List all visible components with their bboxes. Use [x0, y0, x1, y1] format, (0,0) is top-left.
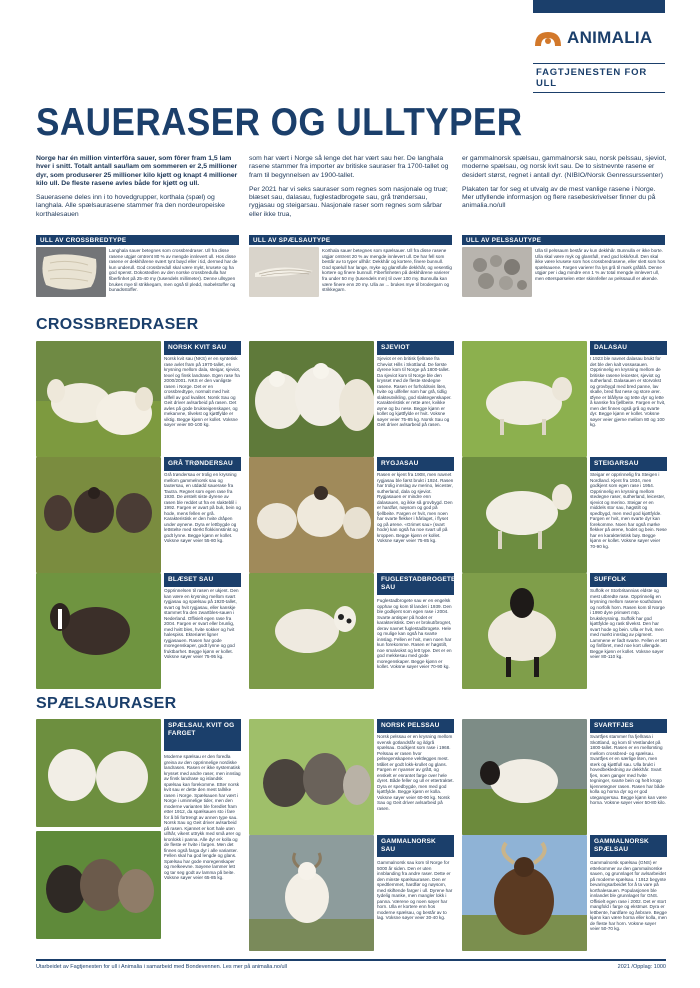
breed-card	[36, 719, 241, 939]
intro-col-2	[249, 155, 454, 225]
breed-photo	[36, 719, 161, 827]
intro-text: er gammalnorsk spælsau, gammalnorsk sau, norsk pelssau, sjeviot, moderne spælsau, og norsk kvit sau. De to sistnevnte rasene er desidert størst, regnet i antall dyr. (NIBIO/Norsk Genressurssenter)	[462, 155, 667, 179]
breed-name: NORSK PELSSAU	[377, 719, 454, 733]
breed-name: DALASAU	[590, 341, 667, 355]
breed-name: SJEVIOT	[377, 341, 454, 355]
breed-card	[462, 719, 667, 835]
wool-type-label: ULL AV PELSSAUTYPE	[462, 235, 665, 245]
footer-credit[interactable]: Utarbeidet av Fagtjenesten for ull i Animalia i samarbeid med Bondevennen. Les mer på animalia.no/ull	[36, 964, 288, 970]
wool-sample-image	[249, 247, 319, 297]
breed-photo	[249, 457, 374, 573]
breed-description: Gammalnorsk spælsau (GNS) er etterkommer av den gammalnorske sauen, og grunnlaget for avlsarbeidet på moderne spælsau. I 1912 begynte bevaringsarbeidet for å ta vare på korthalesauen. Populasjonen ble innlandet ble grunnlaget for GNS. Offisielt egen rase i 2002. Det er stort mangfold i farge og ekstmør. Dyra er lettbente, hardføre og ånbrare. Begge kjønn kan være horna eller kolla, men de fleste har horn. Voksne søyer veier 50-70 kg.	[590, 860, 667, 931]
breed-card	[249, 457, 454, 573]
breed-photo	[36, 831, 161, 939]
breed-photo	[249, 719, 374, 835]
breed-name: SVARTFJES	[590, 719, 667, 733]
wool-sample-image	[462, 247, 532, 297]
breed-card	[249, 719, 454, 835]
wool-type-spael	[249, 235, 452, 299]
breed-card	[36, 457, 241, 573]
wool-type-text: Langhala sauer betegnes som crossbredraser. Ull fra disse rasene utgjør omtrent 80 % av mengde innlevert ull. Hos disse rasene er dekkhårene svært tynt bøyd eller i tid, dermed har de kun underull. God crossbredull skal være mykt, krusete og ha god spenst. Dokostedlen av den norske crossbredulla har fiberfinhet på 25-40 my (tusendels millimeter). Denne ullsypen brukes mye til strikkegarn, men også til pledd, møbelstoffer og bunadsstoffer.	[109, 248, 238, 293]
wool-type-label: ULL AV SPÆLSAUTYPE	[249, 235, 452, 245]
wool-type-text: Ulla til pelssaum består av kun dekkhår. Bunnulla er ikke borte. Ulla skal være myk og glansfull, med god lokk/krull. Den skal ikke være krusete som hos crossbredrasene, eller slett som hos spælsauene. Fargen varierer fra lys grå til mørk gråblå. Denne utgjør per i dag mindre enn 1 % av total mengde innlevert ull, men etterspørselen etter skinnfeller av pelssauull er økende.	[535, 248, 665, 281]
breed-name: GRÅ TRØNDERSAU	[164, 457, 241, 471]
wool-type-text: Korthala sauer betegnes som spælsauer. Ull fra disse rasene utgjør omtrent 20 % av mengde innlevert ull. De har fell som består av to typer ullhår: Dekkhår og kortere, finere bunnull. God spælull har lange, myke og glansfulle dekkhår, og vesentlig kortere og finere bunnull. Fiberfinheten på dekkhårene varierer fra under 50 my (tusendels mm) til over 100 my. Bunnulla kan være finere enn 20 my. Ulla av ... brukes mye til brodergarn og strikkegarn.	[322, 248, 452, 293]
breed-photo	[249, 573, 374, 689]
breed-description: Sjeviot er en britisk fjellrase fra Cheviot Hills i Skottland. De første dyrene kom til Norge på 1800-tallet. Da sjeviot kom til Norge ble den krysset med de fleste stedegne rasene. Rasen er forholdsvis liten, hvite og ullfeller som har grå, tidlig slakteutvikling, god slaktegenskaper. Karakteristisk er rette ører, kvikke øyne og bu nese. Begge kjønn er kollet og kjøttfylde er hvit. Voksne søyer veier 75-85 kg. Norsk Sau og Geit driver avlsarbeid på rasen.	[377, 356, 452, 427]
breed-description: Svartfjes stammer fra fjellrasa i Skottland, og kom til Vestlandet på 1800-tallet. Rasen er en mellomting mellom crossbred- og spælsau. Svartfjes er en særlige liten, men sterk og kjøttfull sau. Ulla brukt i hovedbekledning av dekkhår. Svart fjes, noen ganger med hvite tegninger, svarte bein og helt kropp kjennetegner rasen. Rasen har både kolla og horna dyr og er god utegangersau. Begge kjønn kan være horna. Voksne søyer veier 50-80 kilo.	[590, 734, 667, 805]
wool-sample-image	[36, 247, 106, 297]
breed-photo	[249, 341, 374, 457]
top-accent-bar	[533, 0, 665, 13]
intro-text: som har vært i Norge så lenge det har vært sau her. De langhala rasene stammer fra importer av britiske sauraser fra 1700-tallet og fram til begynnelsen av 1900-tallet.	[249, 155, 449, 179]
intro-text: Plakaten tar for seg et utvalg av de mest vanlige rasene i Norge. Mer utfyllende informasjon og flere rasebeskrivelser finner du på animalia.no/ull	[462, 185, 656, 210]
breed-name: SPÆLSAU, KVIT OG FARGET	[164, 719, 241, 751]
breed-photo	[36, 341, 161, 457]
breed-description: Norsk kvit sau (NKS) er en syntetisk rase avlet fram på 1970-tallet, en krysning mellom dala, steigar, sjeviot, texel og finsk landrase. Egen rase fra 2000/2001. NKS er den vanligste rasen i Norge. Det er en crossbredtype, normalt med hvit ullfell av god kvalitet. Norsk Sau og Geit driver avlsarbeid på rasen. Det avles på gode brukseigenskaper, og mekanvne, tilvekst og kjøttfylde er viktig. Begge kjønn er kollet. Voksne søyer veier 80-100 kg.	[164, 356, 241, 427]
intro-col-3	[462, 155, 667, 217]
breed-card	[249, 341, 454, 457]
breed-description: Moderne spælsau er den foredla greina av den opprinnelige nordiske landrasen. Rasen er ikke systematisk krysset med andre raser, men innslag av finsk landrase og islandsk spælsau kan forekomme. Etter norsk kvit sau er dette den mest tallrike rasen i Norge. Spælsauen har vært i Norge i uminnelige tider, men den moderne varianten ble foredlet fram etter 1912, da spælsauen sto i fare for å bli fortrengt av annen type sau. Norsk Sau og Geit driver avlsarbeid på rasen. Kjønnet er kort hale uten ullhår, vikent uttrykk med små ører og kronlokk i panna. Alle dyr er kolla og de fleste er hvite i fargen. Men det finnes også farga dyr i alle varianter. Fellen skal ha god lengde og glans. Spælsau har gode moregenskaper og melkeevne. Søyene lammer lett og tar seg godt av lamma på beite. Voksne søyer veier 65-85 kg.	[164, 754, 241, 880]
breed-card	[36, 573, 241, 689]
footer-divider	[36, 959, 666, 961]
section-spael-heading: SPÆLSAURASER	[36, 695, 177, 712]
breed-name: GAMMALNORSK SAU	[377, 835, 454, 857]
intro-col-1	[36, 155, 241, 225]
breed-card	[249, 573, 454, 689]
breed-description: Opprinnelsen til rasen er ukjent. Den kan være en krysning mellom svart rygjasau og spælsau på 1920-tallet, svart og hvit rygjasau, eller kanskje stammet fra den zwartbles-sauen i Nederland. Offisielt egen rase fra 2004. Fargen er svart eller brunlig, med hvitt bles, hvite sokker og hvit halespiss. Ekteriøret ligner rygjasauen. Rasen har gode moregenskaper, godt lynne og god fruktbarhet. Begge kjønn er kollet. Voksne søyer veier 75-95 kg.	[164, 588, 239, 659]
intro-text: Sauerasene deles inn i to hovedgrupper, korthala (spæl) og langhala. Alle spælsaurasene stammer fra den nordeuropeiske korthalesauen	[36, 194, 225, 218]
breed-card	[249, 835, 454, 951]
breed-photo	[462, 457, 587, 573]
intro-text: Per 2021 har vi seks sauraser som regnes som nasjonale og truø; blæset sau, dalasau, fuglestadbrogete sau, grå trøndersau, rygjasau og steigarsau. Nasjonale raser som regnes som sårbar eller ikke trua,	[249, 185, 448, 218]
breed-name: NORSK KVIT SAU	[164, 341, 241, 355]
breed-name: RYGJASAU	[377, 457, 454, 471]
breed-photo	[249, 835, 374, 951]
breed-description: Rasen er kjent fra 1908, men navnet rygjasau ble først brukt i 1924. Rasen har trolig innslag av merino, leicester, sutherland, dala og sjeviot. Rygjasauen er mindre enn dalasauen, og ikke så grovbygd. Den er hardfør, nøysom og god på fjellbeite. Fargen er hvit, men noen har svarte flekker i hårlaget, i flyset og på ørene. «Grimet sau» (svart hode) kan også ha noe svart ull på kroppen. Begge kjønn er kollet. Voksne søyer veier 75-85 kg.	[377, 472, 454, 543]
breed-card	[462, 341, 667, 457]
breed-photo	[462, 719, 587, 835]
breed-description: Gammalnorsk sau kom til Norge for 5000 år siden. Den er uten innblanding fra andre raser. Dette er den minste spælsaurasen. Den er spedtlemmet, hardfør og nøysom, med skiftende farger i ull. Dyrene har tydelig manke, men mangler lokk i panna. Værene og noen søyer har horn. Ulla er kortere enn hos moderne spælsau, og består av to lag. Voksne søyer veier 30-40 kg.	[377, 860, 453, 920]
wool-type-label: ULL AV CROSSBREDTYPE	[36, 235, 239, 245]
wool-type-pels	[462, 235, 665, 299]
intro-text: Norge har én million vinterfôra sauer, som fôrer fram 1,5 lam hver i snitt. Totalt antall sau/lam om sommeren er 2,5 millioner dyr, som produserer 25 millioner kilo kjøtt og knapt 4 millioner kilo ull. De fleste rasene avles både for kjøtt og ull.	[36, 155, 238, 187]
breed-name: STEIGARSAU	[590, 457, 667, 471]
animalia-logo-icon	[533, 30, 563, 46]
breed-description: Norsk pelssau er en krysning mellom svensk gotlandsfår og ildgrå spælsau. Godkjent som rase i 1968. Pelssau er rasen hvor pelsegenskapene vektlegges mest. Målet er godt lokk-krullet og glans. Fargen er nyanser av grått, og enskelt er enrantet farge over hele dyret. Både feller og ull er ettertraktet. Dyra er spedbygde, men med god kjøttfylde. Begge kjønn er kolla. Voksne søyer veier 60-90 kg. Norsk Sau og Geit driver avlsarbeid på rasen.	[377, 734, 454, 811]
breed-description: Grå trøndersau er trolig en krysning mellom gammelnorsk sau og tautersau, en utdødd sauerase fra Tautra. Regnet som egen rase fra 1930. De ørstelt siste dyrene av rasen ble reddet ut fra en slakteblil i 1992. Fargen er avart på buk, bein og hode, mens fellen er grå. Karakteristisk er den hvite dråpen under øynene. Dyra er lettbygde og lettstelte med sterkt flokkinnstinkt og godt lynne. Begge kjønn er kollet. Voksne søyer veier 55-80 kg.	[164, 472, 241, 543]
breed-photo	[36, 457, 161, 573]
breed-card	[462, 457, 667, 573]
section-crossbred-heading: CROSSBREDRASER	[36, 316, 199, 333]
breed-card	[36, 341, 241, 457]
breed-name: GAMMALNORSK SPÆLSAU	[590, 835, 667, 857]
wool-type-crossbred	[36, 235, 239, 299]
breed-description: Fuglestadbrogete sau er en engelsk opphav og kom til landet i 1939. Den ble godkjent som egen rase i 2004. Svarte antisper på hodet er karakteristisk. Den er brokut/brogret, derav navnet fuglestadbrogete. Hele og mulige kan også ha svarte innslag. Fellen er hvit, men noen har kun forekomme. Rasen er høgstilt, noe smalvokst og lett type. Det er en god mekkesau med gode moregenskaper. Begge kjønn er kollet. Voksne søyer veier 70-90 kg.	[377, 598, 452, 669]
page-title: SAUERASER OG ULLTYPER	[36, 101, 523, 144]
breed-name: SUFFOLK	[590, 573, 667, 587]
breed-photo	[462, 835, 587, 951]
brand-subtitle: FAGTJENESTEN FOR ULL	[533, 63, 665, 93]
breed-card	[462, 573, 667, 689]
breed-description: Suffolk er Storbritannias eldste og mest utbredte rase. Opprinnelig en krysning mellom rasene southdown og norfolk horn. Rasen kom til Norge i 1990 dyre primært mtp. brukskrysning. Suffolk har god kjøttfylde og rask tilvekst. Den har svart hode og bein. Ulla er hvit, men med mørkt innslag av pigment. Lammene er født svarte. Fellen er tett og finfibret, med noe kort ullengde. Begge kjønn er kollet. Voksne søyer veier 80-110 kg.	[590, 588, 667, 659]
animalia-logo[interactable]	[533, 27, 673, 49]
breed-card	[462, 835, 667, 951]
brand-name: ANIMALIA	[567, 28, 653, 47]
footer-edition: 2021 /Opplag: 1000	[617, 964, 666, 970]
breed-photo	[462, 341, 587, 457]
breed-description: I 1923 ble navnet dalasau brukt for det ble den kalt vossasauen. Opprinnelig en krysning mellom de britiske rasene leicester, sjeviot og sutherland. Dalasauen er storvokst og grovbygd med bred panne, lav skalle, bred flat nese og store ører. Øyne er blå/lyse og tette dyr og lette å kanske fra fjellbeite. Fargen er hvit, men det finnes også grå og svarte dyr. Begge kjønn er kollet. Voksne søyer veier gjerne mellom 80 og 100 kg.	[590, 356, 666, 427]
breed-name: FUGLESTADBROGETE SAU	[377, 573, 454, 595]
breed-name: BLÆSET SAU	[164, 573, 241, 587]
breed-photo	[462, 573, 587, 689]
breed-description: Steigar er opprinnelig fra Steigen i Nordland. Kjent fra 1934, men godkjent som egen rase i 1954. Opprinnelig en krysning mellom stedegne raser, sutherland, leicester, sjeviot og merino. Steigar er en middels stor sau, høgstilt og spedbygd, men med god kjøttfylde. Fargen er hvit, men svarte dyr kan forekomme. Noen har også mørke flekker på ørene, hodet og bein. Nese har en karakteristisk bøy. Begge kjønn er kollet. Voksne søyer veier 70-90 kg.	[590, 472, 667, 549]
breed-photo	[36, 573, 161, 689]
